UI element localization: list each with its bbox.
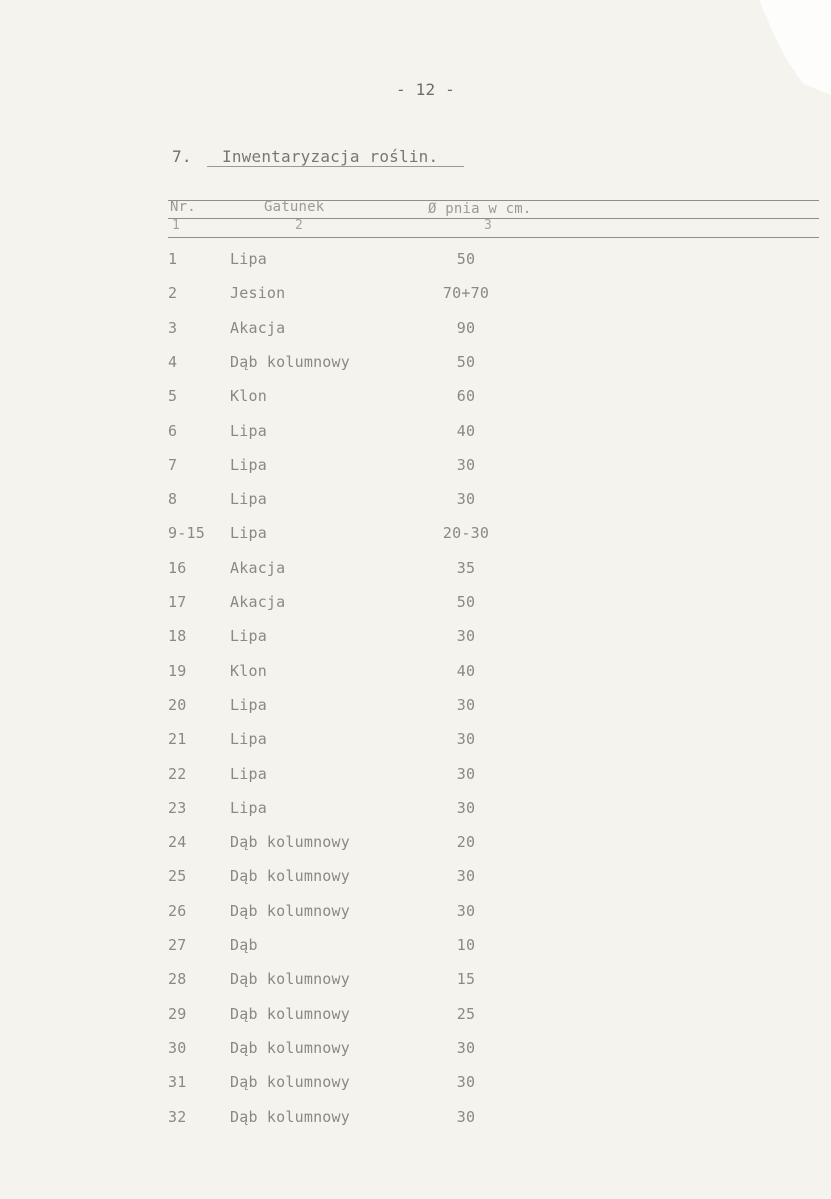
cell-diameter: 30: [456, 627, 476, 645]
cell-nr: 22: [168, 765, 187, 783]
header-diameter: Ø pnia w cm.: [428, 201, 532, 217]
cell-diameter: 90: [456, 319, 476, 337]
cell-nr: 27: [168, 936, 187, 954]
cell-diameter: 60: [456, 387, 476, 405]
cell-nr: 21: [168, 730, 187, 748]
table-row: [0, 490, 831, 512]
table-row: [0, 1005, 831, 1027]
table-row: [0, 730, 831, 752]
cell-nr: 26: [168, 902, 187, 920]
cell-diameter: 15: [456, 970, 476, 988]
cell-species: Lipa: [230, 490, 267, 508]
cell-diameter: 30: [456, 799, 476, 817]
cell-species: Lipa: [230, 250, 267, 268]
cell-species: Dąb kolumnowy: [230, 1108, 350, 1126]
table-row: [0, 799, 831, 821]
cell-diameter: 40: [456, 662, 476, 680]
table-row: [0, 833, 831, 855]
cell-nr: 31: [168, 1073, 187, 1091]
cell-diameter: 30: [456, 1039, 476, 1057]
cell-nr: 20: [168, 696, 187, 714]
cell-diameter: 30: [456, 1108, 476, 1126]
cell-nr: 23: [168, 799, 187, 817]
torn-corner: [731, 0, 831, 95]
header-column-number: 2: [295, 218, 304, 233]
cell-nr: 29: [168, 1005, 187, 1023]
cell-nr: 7: [168, 456, 178, 474]
cell-diameter: 30: [456, 902, 476, 920]
cell-species: Dąb kolumnowy: [230, 1039, 350, 1057]
cell-diameter: 30: [456, 456, 476, 474]
table-row: [0, 250, 831, 272]
cell-species: Dąb kolumnowy: [230, 1005, 350, 1023]
table-row: [0, 627, 831, 649]
cell-species: Dąb kolumnowy: [230, 867, 350, 885]
table-row: [0, 456, 831, 478]
table-header-rule: [168, 218, 819, 219]
cell-species: Akacja: [230, 559, 286, 577]
section-number: 7.: [172, 147, 192, 166]
cell-species: Klon: [230, 662, 267, 680]
cell-species: Lipa: [230, 799, 267, 817]
table-row: [0, 1108, 831, 1130]
cell-diameter: 70+70: [442, 284, 490, 302]
cell-nr: 2: [168, 284, 178, 302]
cell-species: Lipa: [230, 696, 267, 714]
table-row: [0, 593, 831, 615]
table-row: [0, 765, 831, 787]
cell-species: Lipa: [230, 730, 267, 748]
cell-nr: 16: [168, 559, 187, 577]
cell-nr: 24: [168, 833, 187, 851]
cell-diameter: 10: [456, 936, 476, 954]
cell-diameter: 25: [456, 1005, 476, 1023]
cell-diameter: 20-30: [442, 524, 490, 542]
table-row: [0, 867, 831, 889]
header-column-number: 1: [172, 218, 181, 233]
title-underline: [207, 166, 464, 167]
table-row: [0, 1073, 831, 1095]
cell-diameter: 30: [456, 490, 476, 508]
cell-nr: 17: [168, 593, 187, 611]
cell-diameter: 40: [456, 422, 476, 440]
header-species: Gatunek: [264, 199, 325, 215]
table-row: [0, 902, 831, 924]
cell-species: Lipa: [230, 456, 267, 474]
cell-nr: 19: [168, 662, 187, 680]
table-row: [0, 936, 831, 958]
cell-diameter: 30: [456, 730, 476, 748]
cell-nr: 8: [168, 490, 178, 508]
cell-diameter: 50: [456, 353, 476, 371]
cell-species: Dąb kolumnowy: [230, 970, 350, 988]
table-header-bottom-rule: [168, 237, 819, 238]
table-row: [0, 353, 831, 375]
table-row: [0, 524, 831, 546]
header-nr: Nr.: [170, 199, 196, 215]
cell-species: Dąb kolumnowy: [230, 353, 350, 371]
cell-nr: 6: [168, 422, 178, 440]
cell-species: Klon: [230, 387, 267, 405]
table-row: [0, 319, 831, 341]
cell-nr: 25: [168, 867, 187, 885]
cell-species: Akacja: [230, 593, 286, 611]
cell-species: Lipa: [230, 765, 267, 783]
cell-diameter: 50: [456, 593, 476, 611]
cell-species: Dąb: [230, 936, 258, 954]
table-row: [0, 662, 831, 684]
cell-species: Lipa: [230, 524, 267, 542]
cell-nr: 30: [168, 1039, 187, 1057]
cell-diameter: 30: [456, 867, 476, 885]
cell-species: Akacja: [230, 319, 286, 337]
cell-diameter: 30: [456, 696, 476, 714]
page-number: - 12 -: [396, 80, 455, 99]
cell-diameter: 30: [456, 765, 476, 783]
cell-nr: 1: [168, 250, 178, 268]
cell-species: Lipa: [230, 627, 267, 645]
table-row: [0, 970, 831, 992]
cell-nr: 5: [168, 387, 178, 405]
cell-species: Lipa: [230, 422, 267, 440]
header-column-number: 3: [484, 218, 493, 233]
table-row: [0, 422, 831, 444]
table-row: [0, 284, 831, 306]
table-row: [0, 559, 831, 581]
cell-nr: 32: [168, 1108, 187, 1126]
table-row: [0, 696, 831, 718]
cell-nr: 9-15: [168, 524, 205, 542]
table-row: [0, 387, 831, 409]
cell-diameter: 20: [456, 833, 476, 851]
cell-diameter: 35: [456, 559, 476, 577]
cell-diameter: 50: [456, 250, 476, 268]
cell-nr: 18: [168, 627, 187, 645]
cell-nr: 4: [168, 353, 178, 371]
cell-diameter: 30: [456, 1073, 476, 1091]
section-title: Inwentaryzacja roślin.: [222, 147, 439, 166]
cell-species: Dąb kolumnowy: [230, 1073, 350, 1091]
table-row: [0, 1039, 831, 1061]
cell-species: Dąb kolumnowy: [230, 833, 350, 851]
cell-species: Jesion: [230, 284, 286, 302]
cell-nr: 3: [168, 319, 178, 337]
cell-species: Dąb kolumnowy: [230, 902, 350, 920]
cell-nr: 28: [168, 970, 187, 988]
